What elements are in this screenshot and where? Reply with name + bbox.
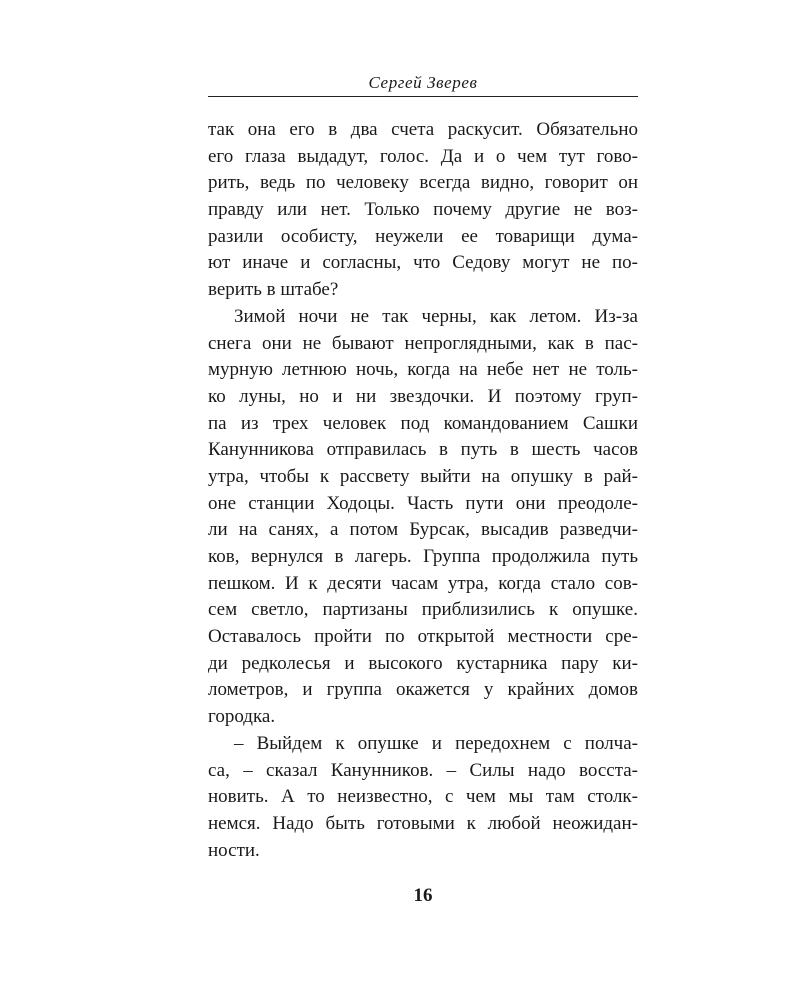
text-line: са, – сказал Канунников. – Силы надо восста- <box>208 759 638 781</box>
text-line: снега они не бывают непроглядными, как в пас- <box>208 332 638 354</box>
text-line: ли на санях, а потом Бурсак, высадив разведчи- <box>208 519 638 541</box>
page-number: 16 <box>413 885 433 906</box>
text-line: па из трех человек под командованием Сашки <box>208 412 638 434</box>
running-head-author: Сергей Зверев <box>368 73 478 92</box>
text-line: его глаза выдадут, голос. Да и о чем тут гово- <box>208 145 638 167</box>
text-line: Оставалось пройти по открытой местности сре- <box>208 626 638 648</box>
text-line: оне станции Ходоцы. Часть пути они преодоле- <box>208 492 638 514</box>
text-line: Канунникова отправилась в путь в шесть часов <box>208 439 638 461</box>
text-line: ков, вернулся в лагерь. Группа продолжила путь <box>208 546 638 567</box>
text-line: сем светло, партизаны приблизились к опушке. <box>208 599 638 621</box>
text-line: ди редколесья и высокого кустарника пару ки- <box>208 652 638 674</box>
text-line: немся. Надо быть готовыми к любой неожидан- <box>208 812 638 834</box>
text-line: ко луны, но и ни звездочки. И поэтому груп- <box>208 385 638 407</box>
text-line: ности. <box>208 839 260 861</box>
text-line: пешком. И к десяти часам утра, когда стало сов- <box>208 572 638 594</box>
text-line: верить в штабе? <box>208 279 339 301</box>
text-line: рить, ведь по человеку всегда видно, говорит он <box>208 172 638 194</box>
text-line: правду или нет. Только почему другие не воз- <box>208 199 638 221</box>
text-line: утра, чтобы к рассвету выйти на опушку в рай- <box>208 465 638 487</box>
text-line: городка. <box>208 706 276 728</box>
paragraph-first-line: Зимой ночи не так черны, как летом. Из-за <box>234 305 638 327</box>
text-line: разили особисту, неужели ее товарищи дума- <box>208 225 638 247</box>
text-line: новить. А то неизвестно, с чем мы там столк- <box>208 786 638 808</box>
paragraph-first-line: – Выйдем к опушке и передохнем с полча- <box>234 732 638 754</box>
text-line: ют иначе и согласны, что Седову могут не по- <box>208 252 638 274</box>
text-line: лометров, и группа окажется у крайних домов <box>208 679 638 701</box>
text-line: мурную летнюю ночь, когда на небе нет не толь- <box>208 359 638 381</box>
header-rule <box>208 96 638 97</box>
text-line: так она его в два счета раскусит. Обязательно <box>208 119 638 140</box>
body-text <box>208 117 638 864</box>
